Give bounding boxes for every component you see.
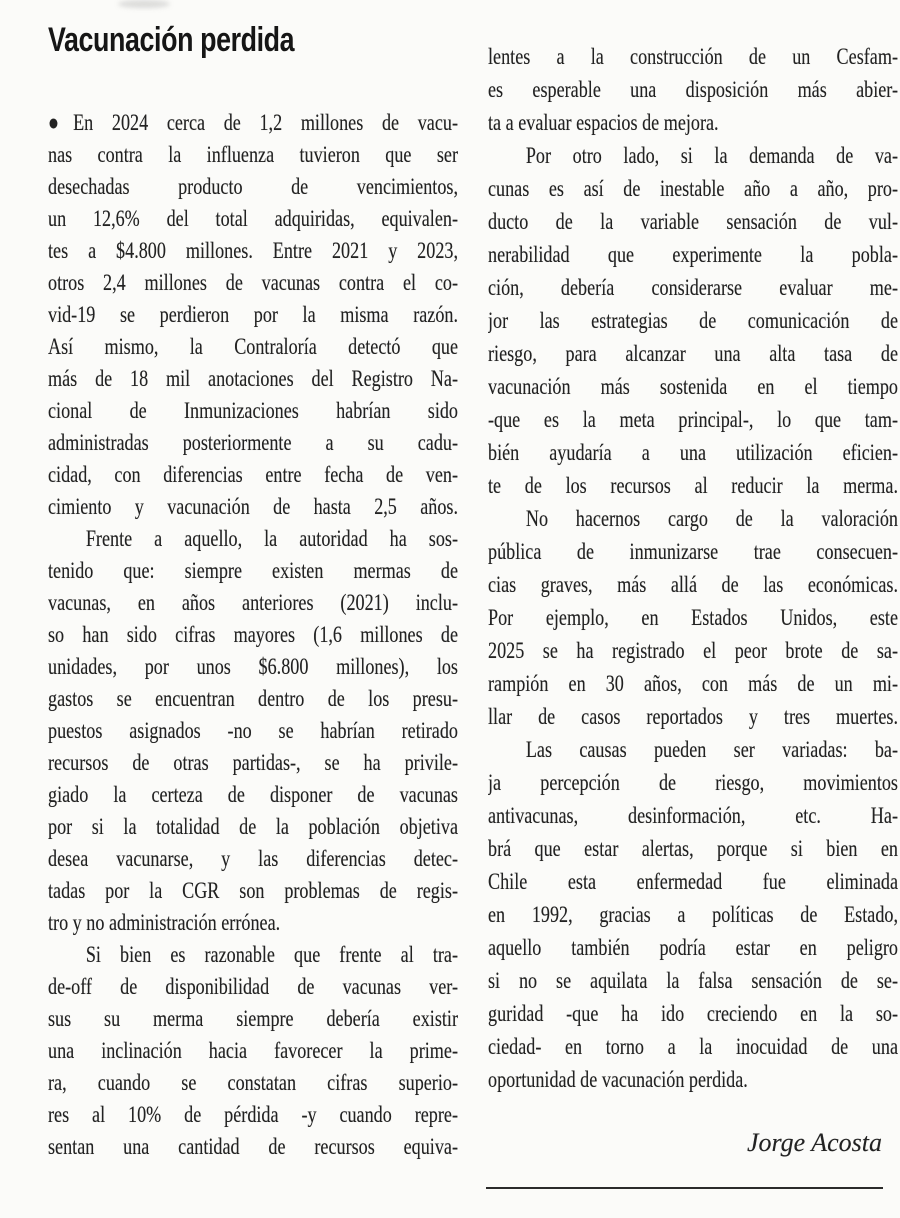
text-line: ciedad- en torno a la inocuidad de una [488,1034,898,1059]
text-line: sus su merma siempre debería existir [48,1006,458,1031]
left-column [48,20,458,1163]
bottom-rule [486,1187,883,1189]
text-line: recursos de otras partidas-, se ha privile- [48,750,458,775]
text-line: en 1992, gracias a políticas de Estado, [488,902,898,927]
left-column-text [48,107,458,1163]
text-line: bién ayudaría a una utilización eficien- [488,440,898,465]
author-signature: Jorge Acosta [746,1128,882,1157]
text-line: de-off de disponibilidad de vacunas ver- [48,974,458,999]
text-line: ja percepción de riesgo, movimientos [488,770,898,795]
text-line: jor las estrategias de comunicación de [488,308,898,333]
text-line: cional de Inmunizaciones habrían sido [48,398,458,423]
text-line: Por otro lado, si la demanda de va- [525,143,898,168]
text-line: nerabilidad que experimente la pobla- [488,242,898,267]
text-line: cunas es así de inestable año a año, pro- [488,176,898,201]
text-line: -que es la meta principal-, lo que tam- [488,407,898,432]
text-line: puestos asignados -no se habrían retirado [48,718,458,743]
text-line: rampión en 30 años, con más de un mi- [488,671,898,696]
text-line: Las causas pueden ser variadas: ba- [525,737,898,762]
text-line: administradas posteriormente a su cadu- [48,430,458,455]
text-line: por si la totalidad de la población objetiva [48,814,458,839]
text-line: desea vacunarse, y las diferencias detec- [48,846,458,871]
text-line: unidades, por unos $6.800 millones), los [48,654,458,679]
text-line: vid-19 se perdieron por la misma razón. [48,302,458,327]
text-line: cias graves, más allá de las económicas. [488,572,898,597]
text-line: llar de casos reportados y tres muertes. [488,704,898,729]
text-line: nas contra la influenza tuvieron que ser [48,142,458,167]
text-line: so han sido cifras mayores (1,6 millones de [48,622,458,647]
right-column [488,40,898,1096]
right-column-text [488,40,898,1096]
text-line: te de los recursos al reducir la merma. [488,473,898,498]
text-line: brá que estar alertas, porque si bien en [488,836,898,861]
text-line: cimiento y vacunación de hasta 2,5 años. [48,494,458,519]
text-line: Así mismo, la Contraloría detectó que [48,334,458,359]
text-line: desechadas producto de vencimientos, [48,174,458,199]
text-line: antivacunas, desinformación, etc. Ha- [488,803,898,828]
scan-artifact [118,0,170,8]
text-line: Frente a aquello, la autoridad ha sos- [85,526,458,551]
text-line: ción, debería considerarse evaluar me- [488,275,898,300]
text-line: tro y no administración errónea. [48,910,281,935]
text-line: un 12,6% del total adquiridas, equivalen- [48,206,458,231]
text-line: res al 10% de pérdida -y cuando repre- [48,1102,458,1127]
text-line: una inclinación hacia favorecer la prime- [48,1038,458,1063]
text-line: cidad, con diferencias entre fecha de ven- [48,462,458,487]
text-line: oportunidad de vacunación perdida. [488,1067,748,1092]
text-line: guridad -que ha ido creciendo en la so- [488,1001,898,1026]
text-line: No hacernos cargo de la valoración [525,506,898,531]
text-line: 2025 se ha registrado el peor brote de sa- [488,638,898,663]
text-line: pública de inmunizarse trae consecuen- [488,539,898,564]
text-line: sentan una cantidad de recursos equiva- [48,1134,458,1159]
text-line: giado la certeza de disponer de vacunas [48,782,458,807]
text-line: Por ejemplo, en Estados Unidos, este [488,605,898,630]
text-line: vacunas, en años anteriores (2021) inclu- [48,590,458,615]
text-line: si no se aquilata la falsa sensación de se- [488,968,898,993]
text-line: otros 2,4 millones de vacunas contra el co- [48,270,458,295]
text-line: más de 18 mil anotaciones del Registro Na- [48,366,458,391]
text-line: es esperable una disposición más abier- [488,77,898,102]
text-line: Chile esta enfermedad fue eliminada [488,869,898,894]
text-line: ta a evaluar espacios de mejora. [488,110,719,135]
text-line: tadas por la CGR son problemas de regis- [48,878,458,903]
text-line: aquello también podría estar en peligro [488,935,898,960]
text-line: tenido que: siempre existen mermas de [48,558,458,583]
text-line: ra, cuando se constatan cifras superio- [48,1070,458,1095]
text-line: Si bien es razonable que frente al tra- [85,942,458,967]
text-line: tes a $4.800 millones. Entre 2021 y 2023, [48,238,458,263]
text-line: lentes a la construcción de un Cesfam- [488,44,898,69]
text-line: gastos se encuentran dentro de los presu- [48,686,458,711]
article-title: Vacunación perdida [48,21,295,59]
text-line: vacunación más sostenida en el tiempo [488,374,898,399]
text-line: ●En 2024 cerca de 1,2 millones de vacu- [48,110,458,135]
text-line: ducto de la variable sensación de vul- [488,209,898,234]
text-line: riesgo, para alcanzar una alta tasa de [488,341,898,366]
